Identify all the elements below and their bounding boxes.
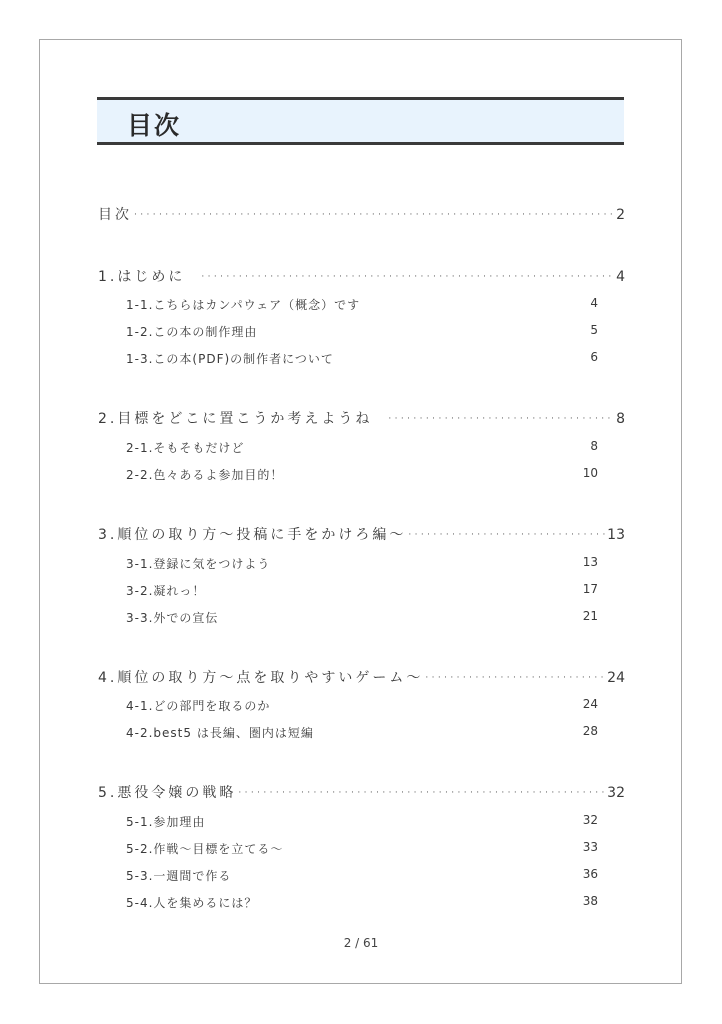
toc-subentry-page: 6 <box>590 350 598 364</box>
toc-entry-label: 目次 <box>98 207 132 223</box>
toc-subentry-label: 1-1.こちらはカンパウェア（概念）です <box>126 298 361 312</box>
toc-subentry-page: 13 <box>582 555 598 569</box>
toc-subentry-page: 36 <box>582 867 598 881</box>
leader-dots <box>201 272 614 282</box>
leader-dots <box>238 788 605 798</box>
toc-subentry-page: 10 <box>582 466 598 480</box>
toc-entry-label: 4.順位の取り方～点を取りやすいゲーム～ <box>98 670 424 686</box>
toc-subentry-5-4[interactable] <box>126 894 598 911</box>
toc-subentry-3-2[interactable] <box>126 582 598 599</box>
toc-subentry-page: 8 <box>590 439 598 453</box>
toc-subentry-label: 5-4.人を集めるには？ <box>126 896 258 910</box>
toc-entry-label: 1.はじめに <box>98 269 186 285</box>
toc-subentry-label: 5-1.参加理由 <box>126 815 206 829</box>
toc-entry-contents[interactable] <box>98 204 625 224</box>
toc-subentry-label: 3-3.外での宣伝 <box>126 611 219 625</box>
toc-subentry-label: 3-1.登録に気をつけよう <box>126 557 271 571</box>
toc-subentry-label: 3-2.凝れっ！ <box>126 584 206 598</box>
toc-subentry-label: 1-2.この本の制作理由 <box>126 325 258 339</box>
toc-entry-page: 32 <box>607 785 625 801</box>
toc-subentry-page: 33 <box>582 840 598 854</box>
toc-entry-chapter-1[interactable] <box>98 266 625 286</box>
toc-subentry-1-1[interactable] <box>126 296 598 313</box>
toc-title-banner <box>97 97 624 145</box>
toc-subentry-label: 5-2.作戦～目標を立てる～ <box>126 842 284 856</box>
toc-entry-chapter-2[interactable] <box>98 408 625 428</box>
toc-subentry-4-2[interactable] <box>126 724 598 741</box>
toc-subentry-label: 1-3.この本(PDF)の制作者について <box>126 352 334 366</box>
toc-entry-chapter-3[interactable] <box>98 524 625 544</box>
toc-subentry-5-3[interactable] <box>126 867 598 884</box>
toc-subentry-1-3[interactable] <box>126 350 598 367</box>
toc-subentry-label: 5-3.一週間で作る <box>126 869 232 883</box>
toc-subentry-page: 5 <box>590 323 598 337</box>
toc-entry-label: 2.目標をどこに置こうか考えようね <box>98 411 373 427</box>
toc-subentry-3-1[interactable] <box>126 555 598 572</box>
toc-entry-page: 24 <box>607 670 625 686</box>
toc-subentry-label: 2-1.そもそもだけど <box>126 441 245 455</box>
toc-subentry-page: 38 <box>582 894 598 908</box>
toc-subentry-2-1[interactable] <box>126 439 598 456</box>
toc-subentry-5-1[interactable] <box>126 813 598 830</box>
toc-subentry-page: 4 <box>590 296 598 310</box>
toc-subentry-page: 24 <box>582 697 598 711</box>
toc-subentry-page: 28 <box>582 724 598 738</box>
leader-dots <box>134 210 614 220</box>
toc-subentry-label: 2-2.色々あるよ参加目的！ <box>126 468 284 482</box>
toc-subentry-page: 21 <box>582 609 598 623</box>
toc-subentry-5-2[interactable] <box>126 840 598 857</box>
toc-entry-label: 5.悪役令嬢の戦略 <box>98 785 237 801</box>
toc-entry-page: 13 <box>607 527 625 543</box>
toc-subentry-3-3[interactable] <box>126 609 598 626</box>
leader-dots <box>425 673 605 683</box>
page-title: 目次 <box>127 111 182 140</box>
toc-entry-page: 2 <box>616 207 625 223</box>
toc-entry-page: 4 <box>616 269 625 285</box>
toc-entry-page: 8 <box>616 411 625 427</box>
toc-subentry-label: 4-1.どの部門を取るのか <box>126 699 271 713</box>
toc-subentry-page: 32 <box>582 813 598 827</box>
toc-subentry-label: 4-2.best5 は長編、圏内は短編 <box>126 726 314 740</box>
toc-entry-chapter-5[interactable] <box>98 782 625 802</box>
toc-subentry-page: 17 <box>582 582 598 596</box>
toc-entry-label: 3.順位の取り方～投稿に手をかけろ編～ <box>98 527 407 543</box>
toc-entry-chapter-4[interactable] <box>98 667 625 687</box>
page-indicator: 2 / 61 <box>343 936 379 950</box>
toc-subentry-2-2[interactable] <box>126 466 598 483</box>
toc-subentry-1-2[interactable] <box>126 323 598 340</box>
toc-subentry-4-1[interactable] <box>126 697 598 714</box>
leader-dots <box>388 414 614 424</box>
leader-dots <box>408 530 605 540</box>
